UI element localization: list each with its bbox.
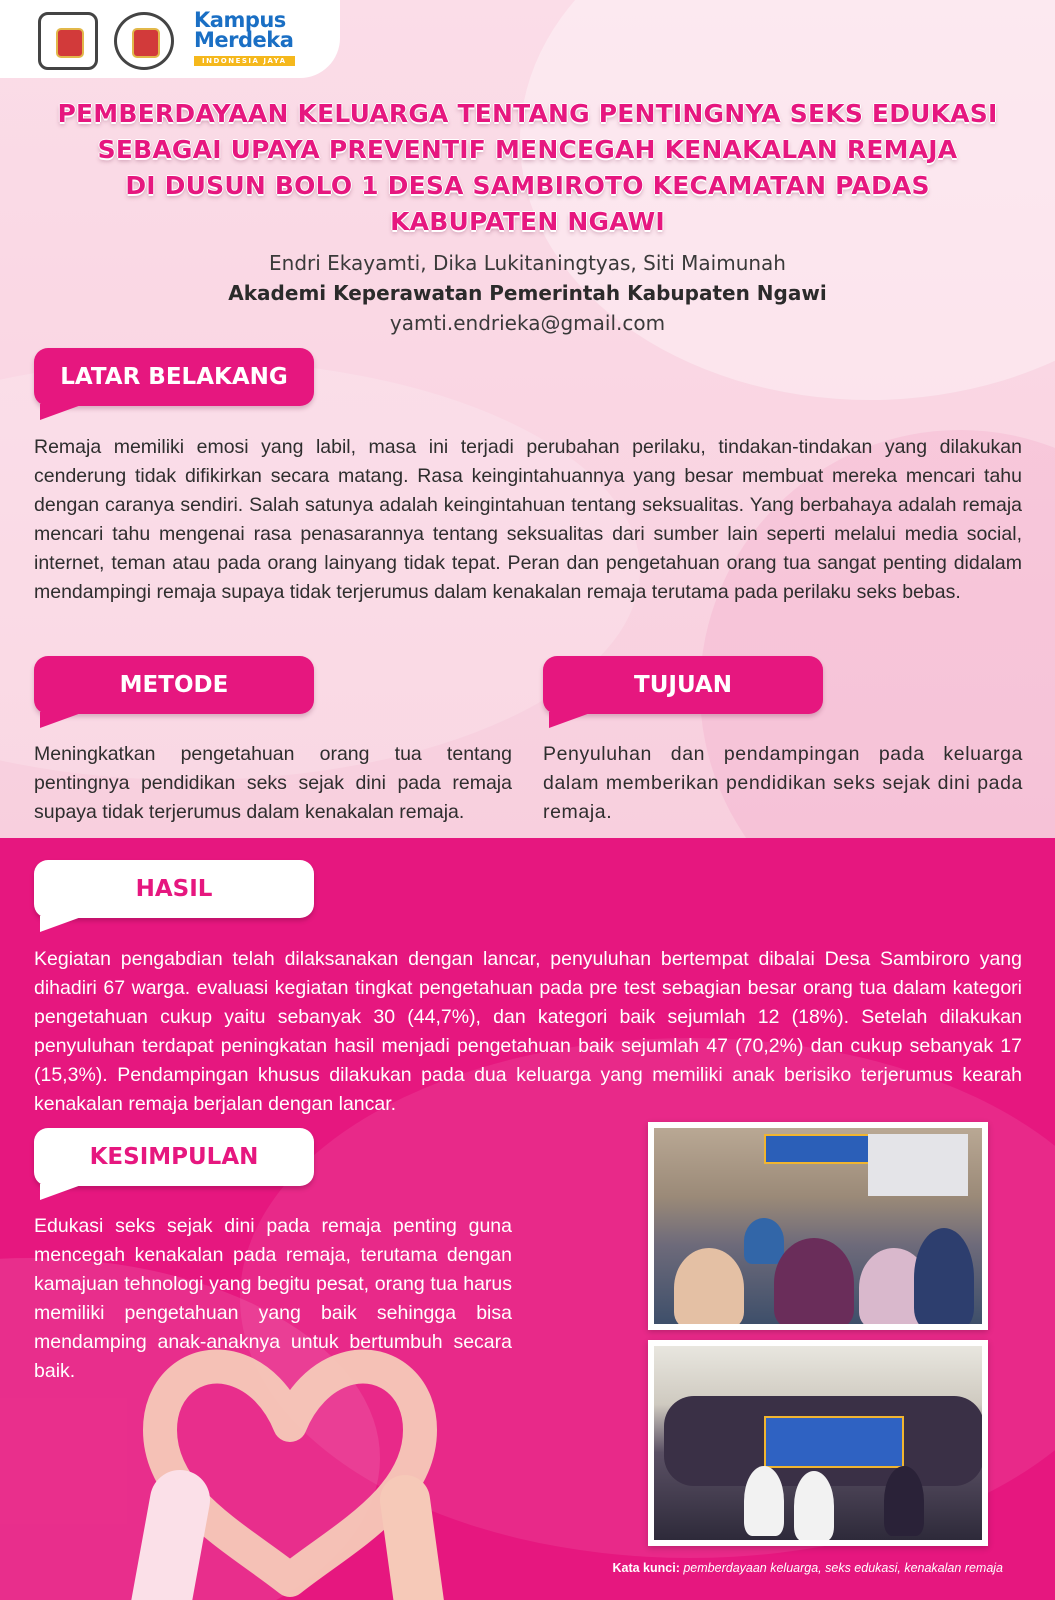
- poster-title-line3: DI DUSUN BOLO 1 DESA SAMBIROTO KECAMATAN PADAS: [125, 171, 930, 200]
- kesimpulan-text: Edukasi seks sejak dini pada remaja penting guna mencegah kenakalan pada remaja, terutama dengan kamajuan tehnologi yang begitu pesat, orang tua harus memiliki pengetahuan yang baik sehingga bisa mendamping anak-anaknya untuk bertumbuh secara baik.: [34, 1215, 512, 1382]
- brand-line2: Merdeka: [194, 28, 294, 52]
- section-heading-kesimpulan: [34, 1128, 314, 1186]
- brand-line1: Kampus: [194, 8, 286, 32]
- section-heading-metode: [34, 656, 314, 714]
- title-block: [20, 96, 1035, 338]
- section-heading-label: HASIL: [135, 876, 213, 902]
- counseling-session-photo: [648, 1122, 988, 1330]
- photo-image: [654, 1128, 982, 1324]
- poster-title-line2: SEBAGAI UPAYA PREVENTIF MENCEGAH KENAKALAN REMAJA: [97, 135, 958, 164]
- brand-tagline: INDONESIA JAYA: [194, 56, 295, 66]
- logo-bar: [0, 0, 340, 78]
- akper-logo-icon: [38, 12, 98, 70]
- section-heading-label: TUJUAN: [634, 672, 732, 698]
- poster-title-line1: PEMBERDAYAAN KELUARGA TENTANG PENTINGNYA SEKS EDUKASI: [57, 99, 998, 128]
- photo-person: [744, 1466, 784, 1536]
- group-photo-with-banner: [648, 1340, 988, 1546]
- section-heading-latar-belakang: [34, 348, 314, 406]
- keywords-label: Kata kunci:: [612, 1561, 680, 1575]
- keywords: [612, 1561, 1003, 1575]
- keywords-value: pemberdayaan keluarga, seks edukasi, kenakalan remaja: [683, 1561, 1003, 1575]
- institution: Akademi Keperawatan Pemerintah Kabupaten Ngawi: [228, 281, 827, 305]
- heart-hands-icon: [120, 1330, 460, 1600]
- section-heading-label: KESIMPULAN: [89, 1144, 259, 1170]
- section-heading-label: LATAR BELAKANG: [60, 364, 288, 390]
- section-heading-tujuan: [543, 656, 823, 714]
- projector-screen: [868, 1134, 968, 1196]
- latar-belakang-text: Remaja memiliki emosi yang labil, masa ini terjadi perubahan perilaku, tindakan-tindakan yang dilakukan cenderung tidak difikirkan secara matang. Rasa keingintahuannya yang besar membuat mereka mencari tahu dengan caranya sendiri. Salah satunya adalah keingintahuan tentang seksualitas. Yang berbahaya adalah remaja mencari tahu mengenai rasa penasarannya tentang seksualitas dari sumber lain seperti melalui media social, internet, teman atau pada orang lainyang tidak tepat. Peran dan pengetahuan orang tua sangat penting didalam mendampingi remaja supaya tidak terjerumus dalam kenakalan remaja terutama pada perilaku seks bebas.: [34, 436, 1022, 603]
- tujuan-text: Penyuluhan dan pendampingan pada keluarga dalam memberikan pendidikan seks sejak dini pada remaja.: [543, 743, 1023, 823]
- photo-person: [794, 1471, 834, 1540]
- kampus-merdeka-logo: [194, 10, 295, 68]
- photo-person: [744, 1218, 784, 1264]
- photo-person: [674, 1248, 744, 1324]
- email: yamti.endrieka@gmail.com: [389, 311, 666, 335]
- photo-image: [654, 1346, 982, 1540]
- section-heading-hasil: [34, 860, 314, 918]
- photo-person: [914, 1228, 974, 1324]
- authors: Endri Ekayamti, Dika Lukitaningtyas, Siti Maimunah: [269, 251, 786, 275]
- photo-banner: [764, 1416, 904, 1468]
- photo-person: [774, 1238, 854, 1324]
- section-heading-label: METODE: [119, 672, 229, 698]
- metode-text: Meningkatkan pengetahuan orang tua tentang pentingnya pendidikan seks sejak dini pada remaja supaya tidak terjerumus dalam kenakalan remaja.: [34, 743, 512, 823]
- hasil-text: Kegiatan pengabdian telah dilaksanakan dengan lancar, penyuluhan bertempat dibalai Desa Sambiroro yang dihadiri 67 warga. evaluasi kegiatan tingkat pengetahuan pada pre test sebagian besar orang tua dalam kategori pengetahuan cukup yaitu sebanyak 30 (44,7%), dan kategori baik sejumlah 12 (18%). Setelah dilakukan penyuluhan terdapat peningkatan hasil menjadi pengetahuan baik sejumlah 47 (70,2%) dan cukup sebanyak 17 (15,3%). Pendampingan khusus dilakukan pada dua keluarga yang memiliki anak berisiko terjerumus kearah kenakalan remaja berjalan dengan lancar.: [34, 948, 1022, 1115]
- poster-title-line4: KABUPATEN NGAWI: [390, 207, 665, 236]
- photo-person: [884, 1466, 924, 1536]
- lppm-logo-icon: [114, 12, 174, 70]
